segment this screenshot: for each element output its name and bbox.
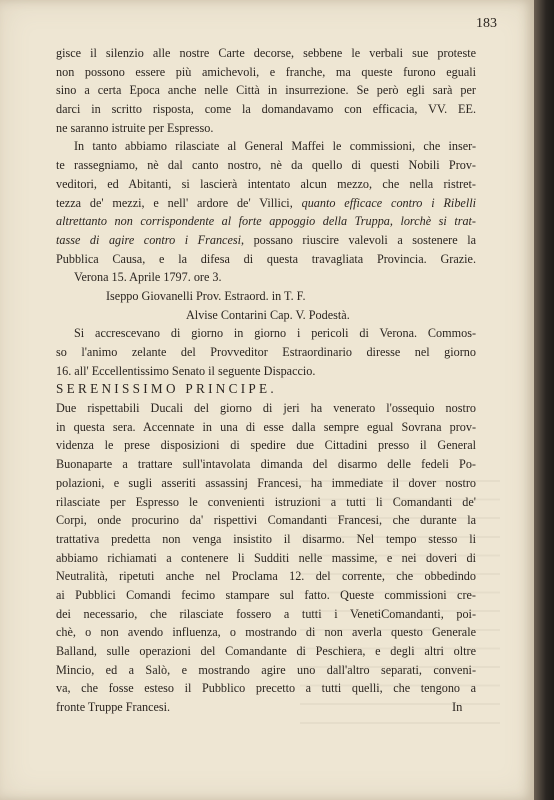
text-line: Due rispettabili Ducali del giorno di jeri ha venerato l'ossequio nostro bbox=[56, 401, 476, 416]
paragraph-2 bbox=[56, 137, 476, 268]
text-line: Buonaparte a trattare sull'intavolata dimanda del disarmo delle fedeli Po- bbox=[56, 457, 476, 472]
text-line bbox=[56, 194, 476, 213]
text-line: dei necessario, che rilasciate fossero a tutti i VenetiComandanti, poi- bbox=[56, 606, 476, 621]
text-line: Corpi, onde procurino da' rispettivi Comandanti Francesi, che durante la bbox=[56, 513, 476, 528]
text-line: gisce il silenzio alle nostre Carte decorse, sebbene le verbali sue proteste bbox=[56, 46, 476, 60]
paragraph-4 bbox=[56, 399, 476, 717]
text-line: fronte Truppe Francesi. bbox=[56, 700, 171, 715]
page-number: 183 bbox=[476, 16, 497, 31]
text-line: trattativa predetta non venga insistito il disarmo. Nel tempo stesso li bbox=[56, 531, 476, 546]
text-line bbox=[56, 231, 476, 250]
text-line: Neutralità, ripetuti anche nel Proclama 12. del corrente, che obbedindo bbox=[56, 569, 476, 584]
plain-run: tezza de' mezzi, e nell' ardore de' Villici, bbox=[56, 195, 302, 210]
section-heading: SERENISSIMO PRINCIPE. bbox=[56, 381, 277, 397]
dateline: Verona 15. Aprile 1797. ore 3. bbox=[74, 270, 222, 285]
text-line: so l'animo zelante del Provveditor Estraordinario diresse nel giorno bbox=[56, 345, 476, 359]
text-line: videnza le prese disposizioni di spedire due Cittadini presso il General bbox=[56, 438, 476, 453]
text-line: Pubblica Causa, e la difesa di questa travagliata Provincia. Grazie. bbox=[56, 251, 476, 266]
text-line: va, che fosse esteso il Pubblico precetto a tutti quelli, che tengono a bbox=[56, 681, 476, 696]
text-line: veditori, ed Abitanti, si lascierà intentato alcun mezzo, che nella ristret- bbox=[56, 176, 476, 191]
book-edge-shadow bbox=[534, 0, 554, 800]
text-line: Mincio, ed a Salò, e mostrando agire uno dall'altro separati, conveni- bbox=[56, 662, 476, 677]
text-line: sino a certa Epoca anche nelle Città in insurrezione. Se però egli sarà per bbox=[56, 83, 476, 98]
text-line: chè, o non avendo influenza, o mostrando di non averla questo Generale bbox=[56, 625, 476, 640]
signature-line: Iseppo Giovanelli Prov. Estraord. in T. F. bbox=[106, 288, 306, 303]
catchword: In bbox=[452, 700, 463, 714]
paragraph-3 bbox=[56, 324, 476, 380]
text-line: 16. all' Eccellentissimo Senato il seguente Dispaccio. bbox=[56, 363, 316, 378]
text-line: ne saranno istruite per Espresso. bbox=[56, 120, 214, 135]
text-line: in questa sera. Accennate in una di esse dalla sempre egual Sovrana prov- bbox=[56, 419, 476, 434]
text-line: rilasciate per Espresso le convenienti istruzioni a tutti li Comandanti de' bbox=[56, 494, 476, 509]
italic-run: tasse di agire contro i Francesi bbox=[56, 232, 241, 247]
text-line: polazioni, e sugli asseriti assassinj Francesi, ha immediate il dover nostro bbox=[56, 475, 476, 490]
text-line: te rassegniamo, nè dal canto nostro, nè da quello di questi Nobili Prov- bbox=[56, 158, 476, 173]
signature-line: Alvise Contarini Cap. V. Podestà. bbox=[186, 307, 350, 322]
text-line: Balland, sulle operazioni del Comandante di Peschiera, e degli altri oltre bbox=[56, 644, 476, 658]
plain-run: , possano riuscire valevoli a sostenere la bbox=[240, 232, 476, 247]
text-line: non possono essere più amichevoli, e franche, ma queste furono eguali bbox=[56, 64, 476, 79]
text-line: In tanto abbiamo rilasciate al General Maffei le commissioni, che inser- bbox=[74, 139, 476, 154]
text-line: Si accrescevano di giorno in giorno i pericoli di Verona. Commos- bbox=[74, 326, 476, 341]
body-text bbox=[56, 44, 476, 717]
paragraph-1 bbox=[56, 44, 476, 137]
text-line: ai Pubblici Comandi fecimo stampare sul fatto. Queste commissioni cre- bbox=[56, 587, 476, 602]
text-line: darci in scritto risposta, come la domandavamo con efficacia, VV. EE. bbox=[56, 102, 476, 117]
text-line: abbiamo richiamati a contenere li Sudditi nelle massime, e nei doveri di bbox=[56, 550, 476, 565]
text-line: altrettanto non corrispondente al forte appoggio della Truppa, lorchè si trat- bbox=[56, 214, 476, 229]
italic-run: quanto efficace contro i Ribelli bbox=[301, 195, 476, 210]
